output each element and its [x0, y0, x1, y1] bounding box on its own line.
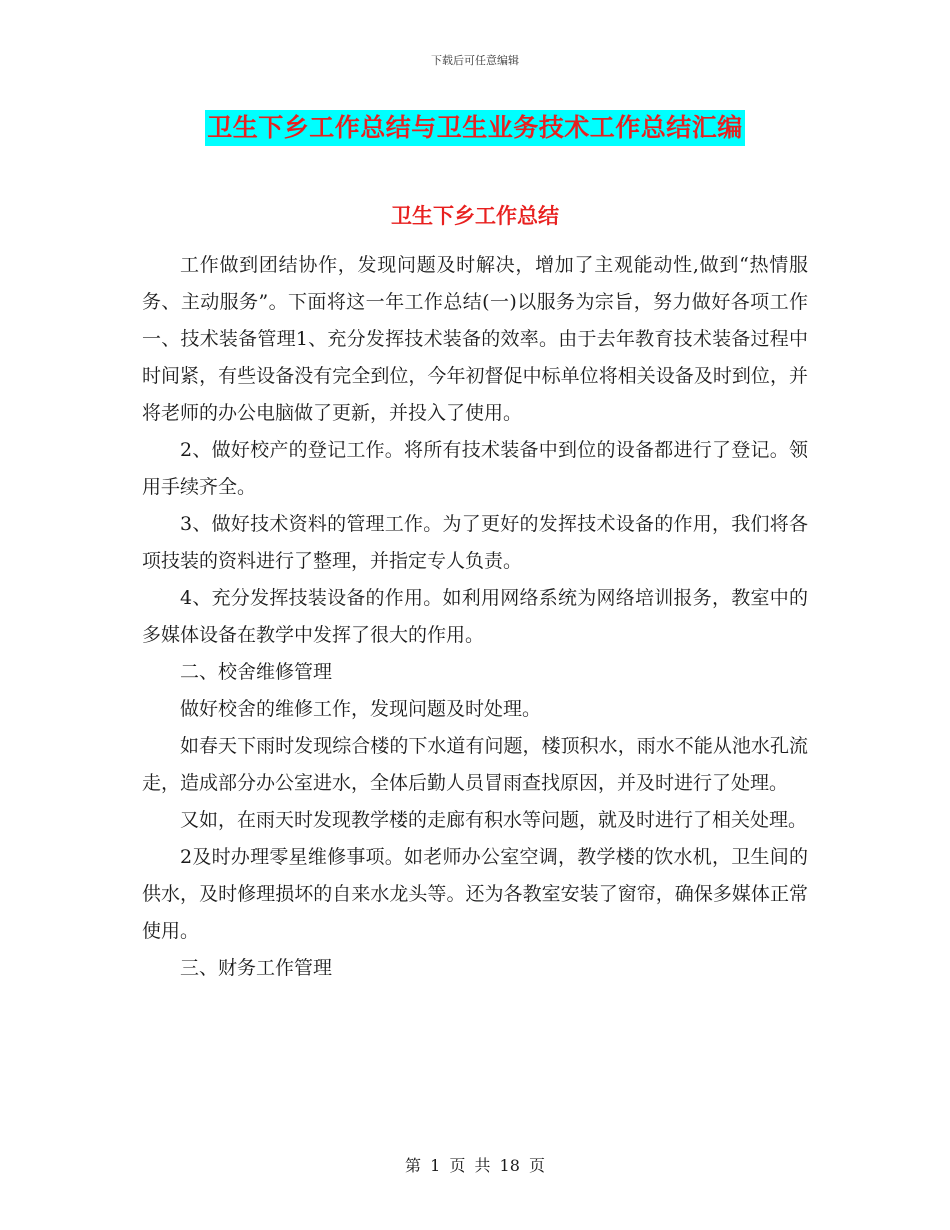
paragraph: 2、做好校产的登记工作。将所有技术装备中到位的设备都进行了登记。领用手续齐全。 — [142, 439, 808, 498]
paragraph: 做好校舍的维修工作，发现问题及时处理。 — [180, 698, 542, 720]
paragraph: 二、校舍维修管理 — [180, 661, 333, 683]
paragraph: 4、充分发挥技装设备的作用。如利用网络系统为网络培训报务，教室中的多媒体设备在教学中发挥了很大的作用。 — [142, 587, 808, 646]
section-title: 卫生下乡工作总结 — [391, 204, 559, 228]
page-footer: 第 1 页 共 18 页 — [405, 1156, 545, 1175]
paragraph: 工作做到团结协作，发现问题及时解决，增加了主观能动性,做到“热情服务、主动服务”。下面将这一年工作总结(一)以服务为宗旨，努力做好各项工作一、技术装备管理1、充分发挥技术装备的效率。由于去年教育技术装备过程中时间紧，有些设备没有完全到位，今年初督促中标单位将相关设备及时到位，并将老师的办公电脑做了更新，并投入了使用。 — [142, 254, 808, 424]
main-title: 卫生下乡工作总结与卫生业务技术工作总结汇编 — [205, 110, 745, 146]
paragraph: 又如，在雨天时发现教学楼的走廊有积水等问题，就及时进行了相关处理。 — [180, 809, 808, 831]
paragraph: 如春天下雨时发现综合楼的下水道有问题，楼顶积水，雨水不能从池水孔流走，造成部分办公室进水，全体后勤人员冒雨查找原因，并及时进行了处理。 — [142, 735, 808, 794]
paragraph: 2及时办理零星维修事项。如老师办公室空调，教学楼的饮水机，卫生间的供水，及时修理损坏的自来水龙头等。还为各教室安装了窗帘，确保多媒体正常使用。 — [142, 846, 808, 942]
header-note: 下载后可任意编辑 — [431, 54, 519, 67]
paragraph: 三、财务工作管理 — [180, 957, 333, 979]
main-title-wrap — [0, 110, 950, 146]
paragraph: 3、做好技术资料的管理工作。为了更好的发挥技术设备的作用，我们将各项技装的资料进行了整理，并指定专人负责。 — [142, 513, 808, 572]
body-text — [142, 247, 808, 987]
